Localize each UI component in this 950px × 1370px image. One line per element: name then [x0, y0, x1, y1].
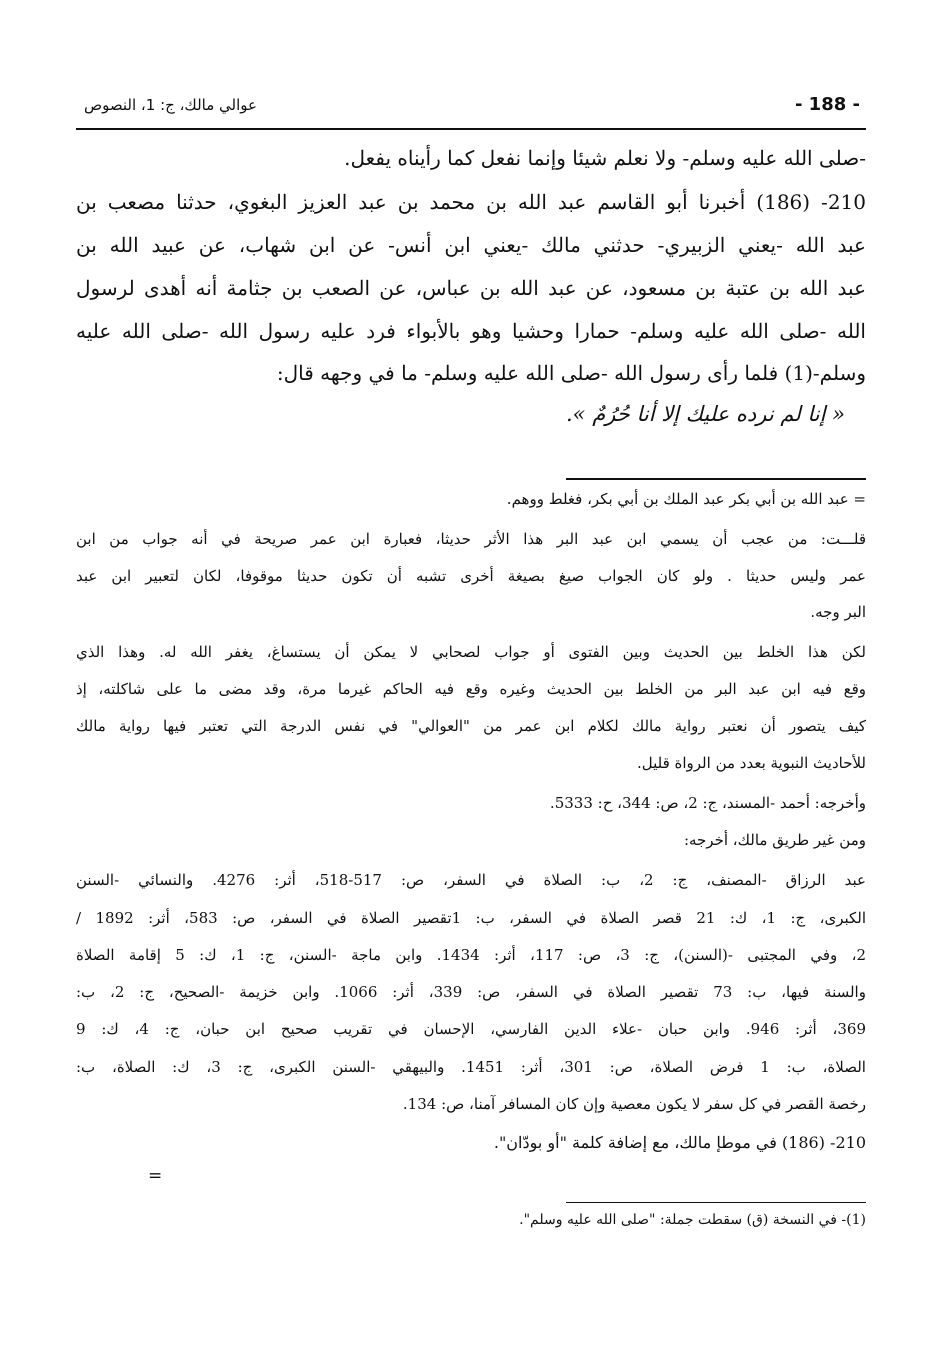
- note-line: لكن هذا الخلط بين الحديث وبين الفتوى أو جواب لصحابي لا يمكن أن يستساغ، يغفر الله له. وهذا الذي: [76, 643, 866, 661]
- hadith-quote: « إنا لم نرده عليك إلا أنا حُرُمٌ ».: [566, 402, 845, 426]
- note-line: والسنة فيها، ب: 73 تقصير الصلاة في السفر، ص: 339، أثر: 1066. وابن خزيمة -الصحيح، ج: 2، ب:: [76, 983, 866, 1001]
- running-header-title: عوالي مالك، ج: 1، النصوص: [84, 96, 257, 114]
- main-line: -صلى الله عليه وسلم- ولا نعلم شيئا وإنما نفعل كما رأيناه يفعل.: [344, 146, 866, 170]
- note-line: الصلاة، ب: 1 فرض الصلاة، ص: 301، أثر: 1451. والبيهقي -السنن الكبرى، ج: 3، ك: الصلاة، ب:: [76, 1058, 866, 1076]
- header-divider: [76, 128, 866, 130]
- note-line: وقع فيه ابن عبد البر من الخلط بين الحديث وغيره وقع فيه الحاكم غيرما مرة، وقد مضى ما على شاكلته، إذ: [76, 680, 866, 698]
- note-line: كيف يتصور أن نعتبر رواية مالك لكلام ابن عمر من "العوالي" في نفس الدرجة التي تعتبر فيها رواية مالك: [76, 717, 866, 735]
- notes-divider: [566, 478, 866, 480]
- footnote: (1)- في النسخة (ق) سقطت جملة: "صلى الله عليه وسلم".: [519, 1212, 866, 1228]
- note-line: 369، أثر: 946. وابن حبان -علاء الدين الفارسي، الإحسان في تقريب صحيح ابن حبان، ج: 4، ك: 9: [76, 1020, 866, 1038]
- note-line: 210- (186) في موطإ مالك، مع إضافة كلمة "أو بودّان".: [493, 1133, 866, 1152]
- main-line: وسلم-(1) فلما رأى رسول الله -صلى الله عليه وسلم- ما في وجهه قال:: [276, 361, 866, 385]
- note-line: رخصة القصر في كل سفر لا يكون معصية وإن كان المسافر آمنا، ص: 134.: [402, 1095, 866, 1113]
- main-line: عبد الله -يعني الزبيري- حدثني مالك -يعني ابن أنس- عن ابن شهاب، عن عبيد الله بن: [76, 233, 866, 257]
- main-line: الله -صلى الله عليه وسلم- حمارا وحشيا وهو بالأبواء فرد عليه رسول الله -صلى الله عليه: [76, 319, 866, 343]
- continuation-mark: =: [148, 1166, 163, 1186]
- note-line: للأحاديث النبوية بعدد من الرواة قليل.: [636, 754, 866, 772]
- main-line: عبد الله بن عتبة بن مسعود، عن عبد الله بن عباس، عن الصعب بن جثامة أنه أهدى لرسول: [76, 276, 866, 300]
- footnote-divider: [566, 1202, 866, 1203]
- page-number: - 188 -: [794, 94, 860, 115]
- note-line: قلـــت: من عجب أن يسمي ابن عبد البر هذا الأثر حديثا، فعبارة ابن عمر صريحة في أنه جواب من ابن: [76, 530, 866, 548]
- note-line: ومن غير طريق مالك، أخرجه:: [683, 831, 866, 849]
- main-line: 210- (186) أخبرنا أبو القاسم عبد الله بن محمد بن عبد العزيز البغوي، حدثنا مصعب بن: [76, 190, 867, 214]
- note-line: وأخرجه: أحمد -المسند، ج: 2، ص: 344، ح: 5333.: [549, 794, 866, 812]
- note-line: الكبرى، ج: 1، ك: 21 قصر الصلاة في السفر، ب: 1تقصير الصلاة في السفر، ص: 583، أثر: 1892 /: [76, 909, 867, 927]
- note-line: عبد الرزاق -المصنف، ج: 2، ب: الصلاة في السفر، ص: 517-518، أثر: 4276. والنسائي -السنن: [76, 871, 866, 889]
- note-line: = عبد الله بن أبي بكر عبد الملك بن أبي بكر، فغلط ووهم.: [506, 490, 866, 508]
- note-line: البر وجه.: [810, 603, 866, 621]
- note-line: 2، وفي المجتبى -(السنن)، ج: 3، ص: 117، أثر: 1434. وابن ماجة -السنن، ج: 1، ك: 5 إقامة الصلاة: [76, 946, 866, 964]
- note-line: عمر وليس حديثا . ولو كان الجواب صيغ بصيغة أخرى تشبه أن تكون حديثا موقوفا، لكان لتعبير ابن عبد: [76, 567, 866, 585]
